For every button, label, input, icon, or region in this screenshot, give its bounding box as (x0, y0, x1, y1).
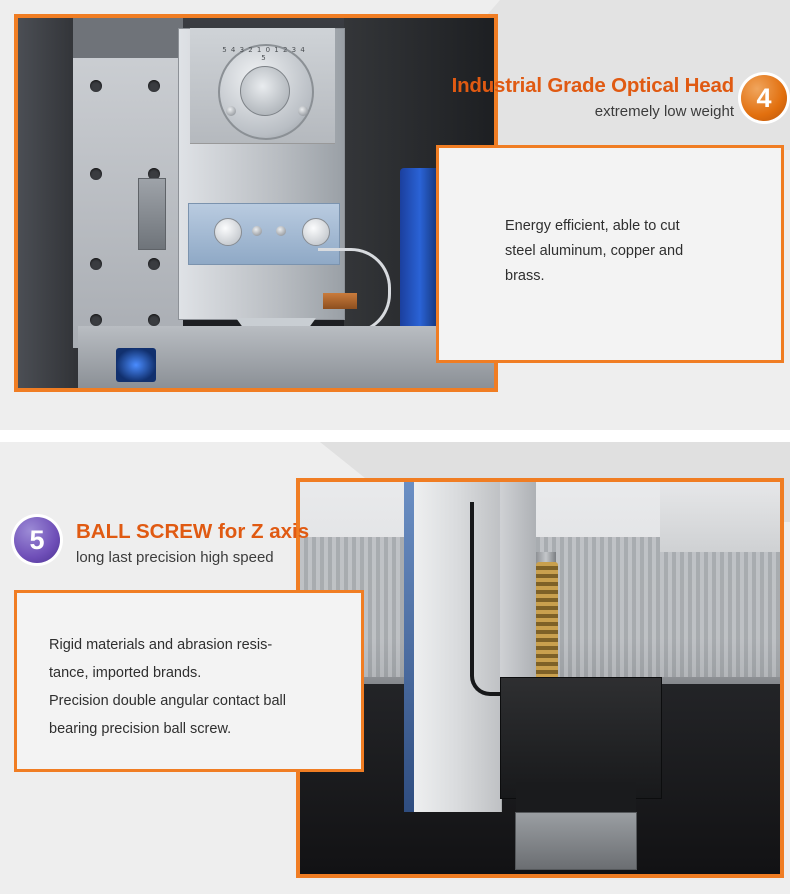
copper-fitting (323, 293, 357, 309)
dial-scale-text: 5 4 3 2 1 0 1 2 3 4 5 (222, 46, 306, 62)
description-line: Precision double angular contact ball (49, 693, 286, 709)
dial-screw (298, 106, 308, 116)
description-line: steel aluminum, copper and (505, 243, 684, 259)
coolant-hose (318, 248, 391, 334)
product-photo-optical-head (14, 14, 498, 392)
blue-cylinder-part (400, 168, 440, 348)
bottom-mounting-box (515, 812, 637, 870)
plate-screw (252, 226, 262, 236)
step-number-badge-5: 5 (14, 517, 60, 563)
section-4-title: Industrial Grade Optical Head (451, 74, 734, 97)
section-4-heading (404, 74, 734, 120)
step-number-badge-4: 4 (741, 75, 787, 121)
cable-harness (470, 502, 502, 696)
blue-indicator-light (116, 348, 156, 382)
blue-accent-bar (404, 482, 414, 812)
black-carriage-block (500, 677, 662, 799)
section-5-description-text (49, 631, 339, 743)
section-4-description-text (505, 214, 755, 289)
adjust-knob (214, 218, 242, 246)
machine-grey-panel-top (73, 18, 183, 58)
section-4-description-box (436, 145, 784, 363)
description-line: Energy efficient, able to cut (505, 218, 680, 234)
section-5-title: BALL SCREW for Z axis (76, 520, 310, 543)
focus-dial-center (240, 66, 290, 116)
description-line: brass. (505, 268, 545, 284)
adjust-knob (302, 218, 330, 246)
section-5-description-box (14, 590, 364, 772)
section-4-subtitle: extremely low weight (594, 103, 734, 120)
section-5-subtitle: long last precision high speed (76, 549, 274, 566)
feature-section-optical-head (0, 0, 790, 430)
section-5-heading (76, 520, 396, 566)
description-line: tance, imported brands. (49, 665, 202, 681)
machine-left-column (18, 18, 80, 388)
description-line: Rigid materials and abrasion resis- (49, 637, 273, 653)
description-line: bearing precision ball screw. (49, 721, 232, 737)
plate-screw (276, 226, 286, 236)
dial-screw (226, 106, 236, 116)
side-bracket (138, 178, 166, 250)
background-panel (660, 482, 780, 552)
